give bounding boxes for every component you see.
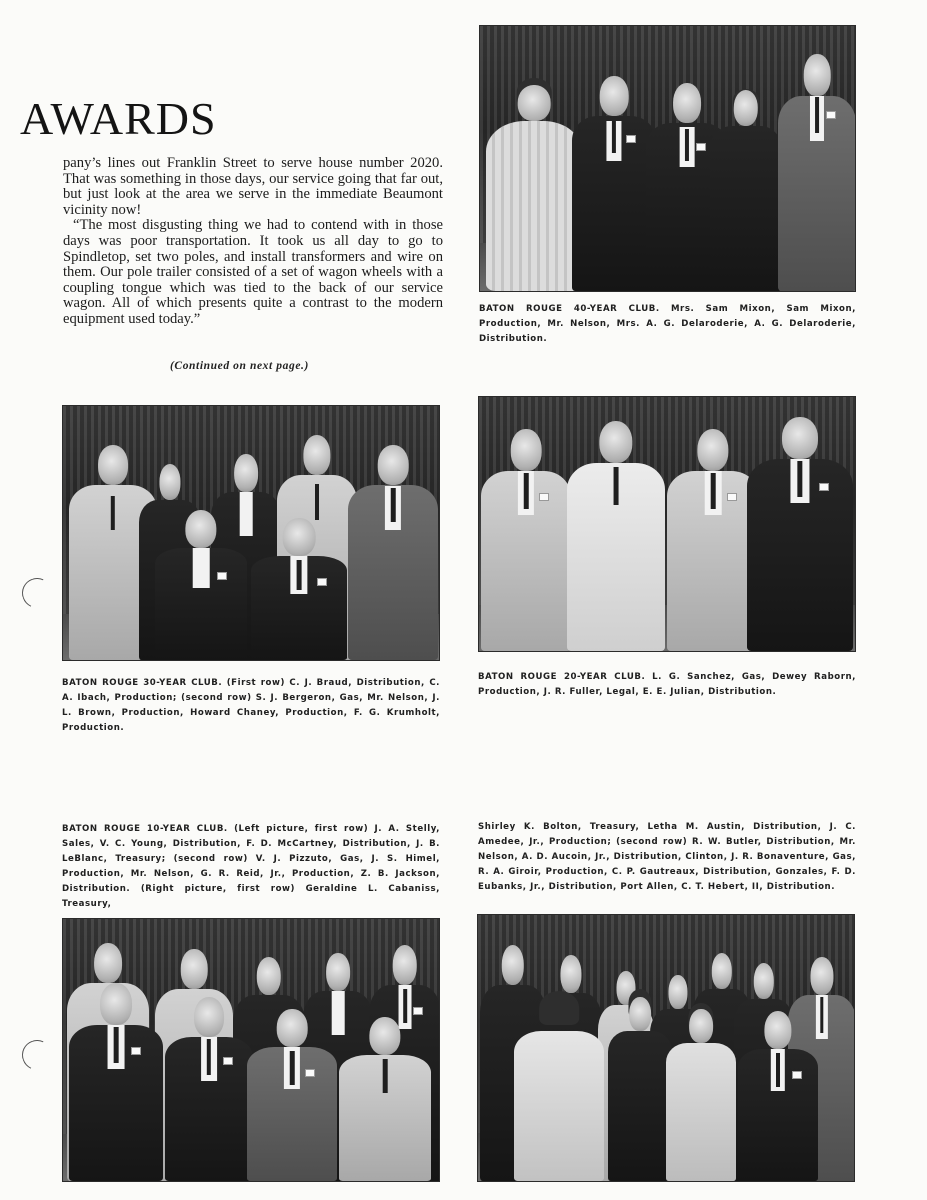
person-figure	[481, 419, 571, 651]
photo-20-year-club	[478, 396, 856, 652]
photo-30-year-club	[62, 405, 440, 661]
caption-40-year-club: BATON ROUGE 40-YEAR CLUB. Mrs. Sam Mixon, Sam Mixon, Production, Mr. Nelson, Mrs. A. G. Delaroderie, A. G. Delaroderie, Distribution.	[479, 304, 856, 344]
page-heading: AWARDS	[20, 93, 217, 144]
article-paragraph: “The most disgusting thing we had to contend with in those days was poor transportation. It took us all day to go to Spindletop, set two poles, and install transformers and wire on them. Our pole trailer consisted of a set of wagon wheels with a coupling tongue which was tied to the back of our service wagon. All of which presents quite a contrast to the modern equipment used today.”	[63, 217, 443, 327]
caption-30-year-club: BATON ROUGE 30-YEAR CLUB. (First row) C. J. Braud, Distribution, C. A. Ibach, Production; (second row) S. J. Bergeron, Gas, Mr. Nelson, J. L. Brown, Production, Howard Chaney, Production, F. G. Krumholt, Production.	[62, 678, 440, 733]
continued-note: (Continued on next page.)	[170, 360, 309, 372]
person-figure	[567, 411, 665, 651]
person-figure	[747, 405, 853, 651]
caption-10-year-club-left: BATON ROUGE 10-YEAR CLUB. (Left picture, first row) J. A. Stelly, Sales, V. C. Young, Distribution, F. D. McCartney, Distribution, J. B. LeBlanc, Treasury; (second row) V. J. Pizzuto, Gas, J. S. Himel, Production, Mr. Nelson, G. R. Reid, Jr., Production, Z. B. Jackson, Distribution. (Right picture, first row) Geraldine L. Cabaniss, Treasury,	[62, 824, 440, 909]
person-figure	[69, 975, 163, 1181]
person-figure	[165, 991, 253, 1181]
article-text	[63, 156, 443, 328]
person-figure	[348, 434, 438, 660]
person-figure	[667, 419, 759, 651]
person-figure	[608, 985, 672, 1181]
caption-10-year-club-right: Shirley K. Bolton, Treasury, Letha M. Austin, Distribution, J. C. Amedee, Jr., Production; (second row) R. W. Butler, Distribution, Mr. Nelson, A. D. Aucoin, Jr., Distribution, Clinton, J. R. Bonaventure, Gas, R. A. Giroir, Production, C. P. Gautreaux, Distribution, Gonzales, F. D. Eubanks, Jr., Distribution, Port Allen, C. T. Hebert, II, Distribution.	[478, 822, 856, 892]
binder-hole-mark	[18, 1036, 56, 1074]
person-figure	[486, 66, 582, 291]
photo-40-year-club	[479, 25, 856, 292]
person-figure	[514, 989, 604, 1181]
person-figure	[247, 1003, 337, 1181]
person-figure	[251, 512, 347, 660]
person-figure	[738, 1005, 818, 1181]
photo-10-year-club-right	[477, 914, 855, 1182]
person-figure	[666, 1001, 736, 1181]
photo-10-year-club-left	[62, 918, 440, 1182]
person-figure	[778, 41, 856, 291]
person-figure	[572, 59, 656, 291]
caption-20-year-club: BATON ROUGE 20-YEAR CLUB. L. G. Sanchez, Gas, Dewey Raborn, Production, J. R. Fuller, Legal, E. E. Julian, Distribution.	[478, 672, 856, 697]
binder-hole-mark	[18, 574, 56, 612]
person-figure	[710, 69, 782, 291]
person-figure	[155, 502, 247, 660]
article-paragraph: pany’s lines out Franklin Street to serve house number 2020. That was something in those days, our service going that far out, but just look at the area we serve in the immediate Beaumont vicinity now!	[63, 155, 443, 218]
person-figure	[339, 1013, 431, 1181]
